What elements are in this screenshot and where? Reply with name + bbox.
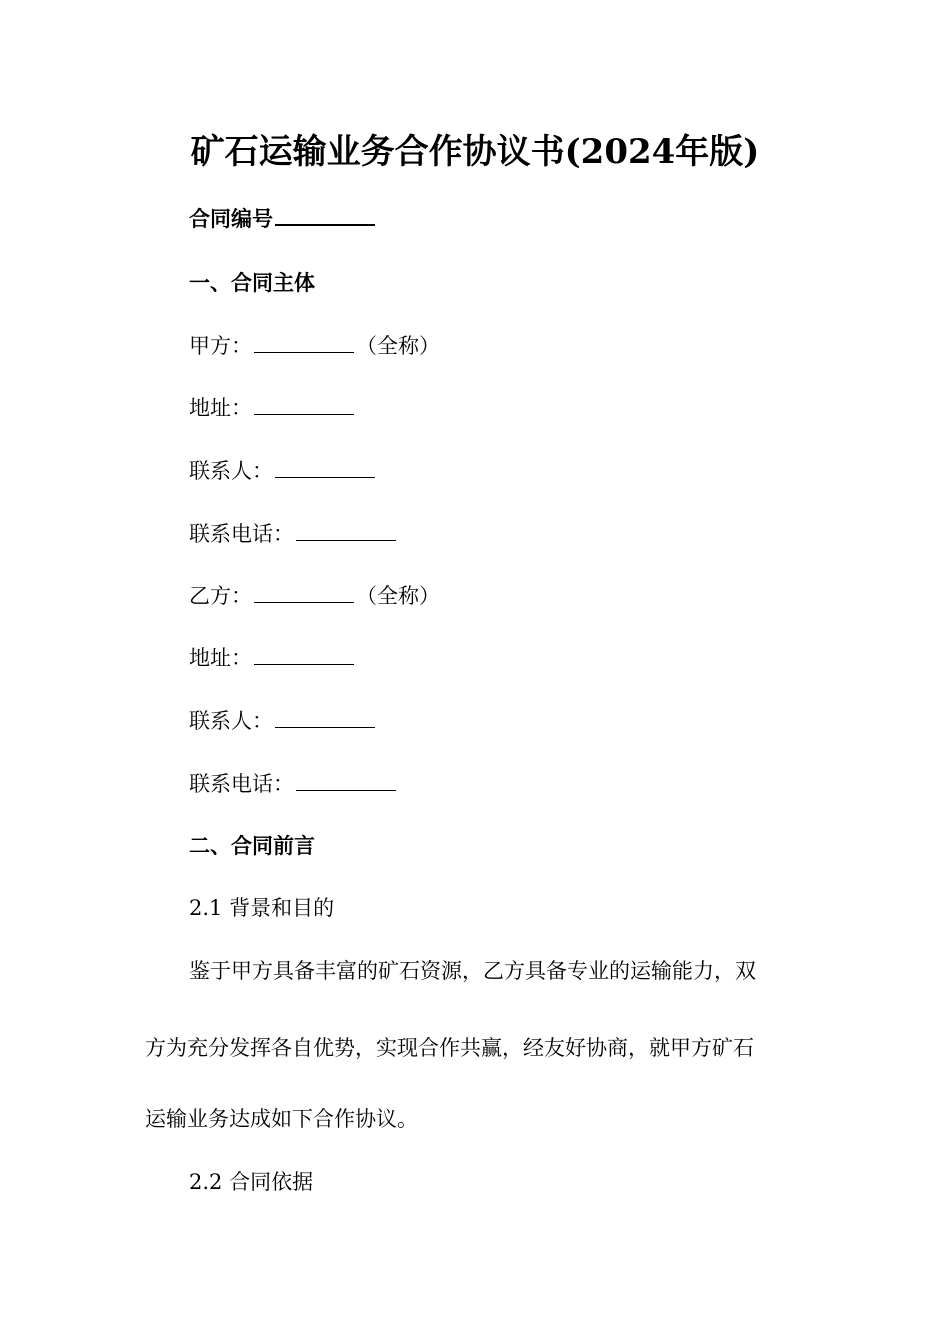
party-b-address-label: 地址： [189, 646, 252, 670]
paragraph-line-3: 运输业务达成如下合作协议。 [145, 1107, 418, 1131]
party-a-address-label: 地址： [189, 396, 252, 420]
party-b-address-blank [254, 646, 354, 665]
party-b-phone-line [189, 769, 398, 799]
party-b-name-label: 乙方： [189, 584, 252, 608]
paragraph-line-2: 方为充分发挥各自优势，实现合作共赢，经友好协商，就甲方矿石 [145, 1036, 754, 1060]
party-a-name-suffix: （全称） [356, 334, 440, 358]
paragraph-line-1: 鉴于甲方具备丰富的矿石资源，乙方具备专业的运输能力，双 [189, 959, 756, 983]
party-a-address-line [189, 393, 356, 423]
contract-number-label: 合同编号 [189, 206, 273, 231]
party-a-name-label: 甲方： [189, 334, 252, 358]
party-a-name-line [189, 331, 440, 361]
party-b-phone-blank [296, 772, 396, 791]
contract-number-blank [275, 204, 375, 226]
party-b-name-suffix: （全称） [356, 584, 440, 608]
section2-heading: 二、合同前言 [189, 833, 315, 858]
party-a-contact-line [189, 456, 377, 486]
party-b-name-blank [254, 584, 354, 603]
party-b-contact-label: 联系人： [189, 709, 273, 733]
party-a-phone-line [189, 519, 398, 549]
party-a-phone-label: 联系电话： [189, 522, 294, 546]
party-a-contact-label: 联系人： [189, 459, 273, 483]
subsection-2-2: 2.2 合同依据 [189, 1170, 314, 1194]
section1-heading: 一、合同主体 [189, 270, 315, 295]
contract-number-line [189, 204, 375, 234]
party-b-address-line [189, 643, 356, 673]
party-b-contact-line [189, 706, 377, 736]
party-b-phone-label: 联系电话： [189, 772, 294, 796]
party-a-name-blank [254, 334, 354, 353]
party-a-address-blank [254, 396, 354, 415]
party-b-name-line [189, 581, 440, 611]
party-a-contact-blank [275, 459, 375, 478]
subsection-2-1: 2.1 背景和目的 [189, 896, 335, 920]
document-title: 矿石运输业务合作协议书(2024年版) [190, 132, 760, 172]
party-a-phone-blank [296, 522, 396, 541]
party-b-contact-blank [275, 709, 375, 728]
